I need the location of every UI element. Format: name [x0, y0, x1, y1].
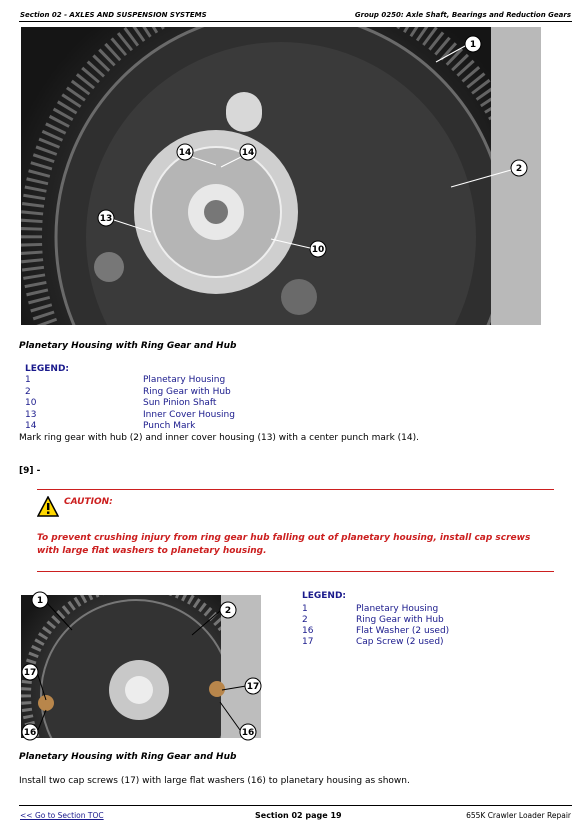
caution-label: CAUTION: [64, 497, 113, 507]
caution-top-rule [37, 489, 554, 490]
callout-label: 16 [241, 728, 255, 738]
planetary-housing-photo [21, 27, 541, 325]
section-header: Section 02 - AXLES AND SUSPENSION SYSTEMS [20, 11, 207, 19]
figure2-caption: Planetary Housing with Ring Gear and Hub [19, 752, 237, 762]
footer-divider [19, 805, 572, 806]
figure1-caption: Planetary Housing with Ring Gear and Hub [19, 341, 237, 351]
legend-title: LEGEND: [302, 591, 347, 601]
manual-title: 655K Crawler Loader Repair [466, 811, 571, 820]
callout-label: 10 [311, 245, 325, 255]
figure2-callouts [12, 590, 272, 750]
group-header: Group 0250: Axle Shaft, Bearings and Reduction Gears [354, 11, 571, 19]
step-number: [9] - [19, 466, 41, 476]
header-divider [19, 21, 572, 22]
caution-bottom-rule [37, 571, 554, 572]
callout-label: 17 [246, 682, 260, 692]
callout-label: 17 [23, 668, 37, 678]
legend-title: LEGEND: [25, 364, 70, 374]
callout-label: 2 [515, 164, 523, 174]
callout-label: 1 [36, 596, 44, 606]
instruction-text: Install two cap screws (17) with large flat washers (16) to planetary housing as shown. [19, 776, 410, 786]
callout-label: 14 [241, 148, 255, 158]
callout-label: 1 [469, 40, 477, 50]
warning-triangle-icon [37, 496, 59, 518]
page-number: Section 02 page 19 [255, 811, 342, 820]
callout-label: 14 [178, 148, 192, 158]
section-toc-link[interactable]: << Go to Section TOC [20, 811, 104, 820]
callout-label: 16 [23, 728, 37, 738]
callout-label: 2 [224, 606, 232, 616]
callout-label: 13 [99, 214, 113, 224]
caution-text: To prevent crushing injury from ring gear hub falling out of planetary housing, install cap screws with large flat washers to planetary housing. [37, 533, 531, 556]
instruction-text: Mark ring gear with hub (2) and inner cover housing (13) with a center punch mark (14). [19, 433, 419, 443]
